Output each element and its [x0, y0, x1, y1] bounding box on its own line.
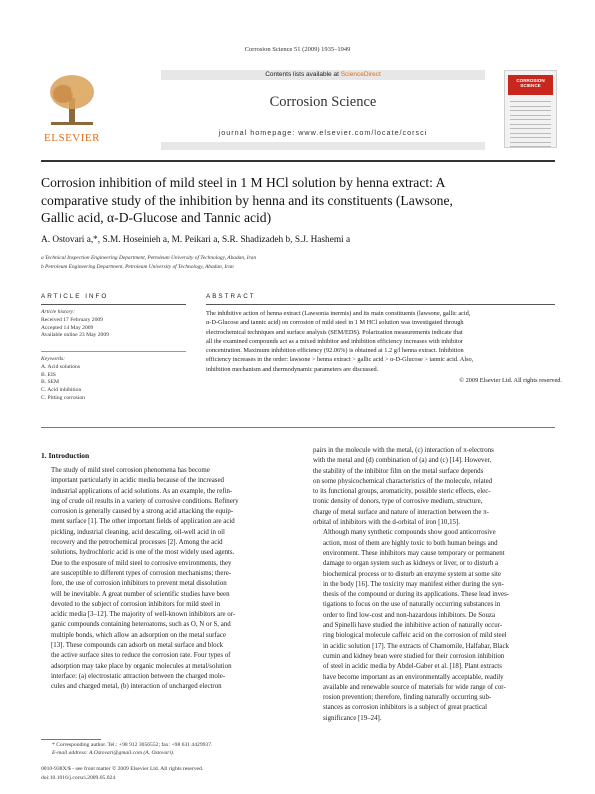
text-line: order to find low-cost and non-hazardous inhibitors. De Souza	[323, 611, 496, 619]
text-line: interface: (a) electrostatic attraction between the charged mole-	[51, 672, 226, 680]
text-line: have become important as an environmentally acceptable, readily	[323, 673, 504, 681]
text-line: Although many synthetic compounds show good anticorrosive	[323, 529, 496, 537]
front-matter-rule	[41, 427, 555, 428]
text-line: industrial applications of acid solutions. As an example, the refin-	[51, 487, 233, 495]
article-history: Article history: Received 17 February 2009 Accepted 14 May 2009 Available online 23 May 2009	[41, 309, 109, 339]
keyword-item: C. Acid inhibition	[41, 387, 82, 394]
abstract-heading: ABSTRACT	[206, 293, 256, 300]
elsevier-wordmark: ELSEVIER	[44, 132, 100, 144]
text-line: multiple bonds, which allow an adsorption on the metal surface	[51, 631, 226, 639]
text-line: will be inevitable. A great number of scientific studies have been	[51, 590, 230, 598]
author-list: A. Ostovari a,*, S.M. Hoseinieh a, M. Peikari a, S.R. Shadizadeh b, S.J. Hashemi a	[41, 235, 351, 245]
text-line: damage to organ system such as kidneys or liver, or to disturb a	[323, 560, 499, 568]
text-line: Due to the exposure of mild steel to corrosive environments, they	[51, 559, 232, 567]
text-line: the stability of the inhibitor film on the metal surface depends	[313, 467, 484, 475]
text-line: on some physicochemical characteristics of the molecule, related	[313, 477, 493, 485]
issn-line: 0010-938X/$ - see front matter © 2009 Elsevier Ltd. All rights reserved.	[41, 766, 204, 772]
journal-masthead	[41, 70, 555, 154]
abstract-body: The inhibitive action of henna extract (Lawsonia inermis) and its main constituents (lawsone, gallic acid, α-D-Glucose and tannic acid) on corrosion of mild steel in 1 M HCl solution was investigated through electrochemical techniques and surface analysis (SEM/EDS). Polarization measurements indicate that all the examined compounds act as a mixed inhibitor and inhibition efficiency increases with inhibitor concentration. Maximum inhibition efficiency (92.06%) is obtained at 1.2 g/l henna extract. Inhibition efficiency increases in the order: lawsone > henna extract > gallic acid > α-D-Glucose > tannic acid. Also, inhibition mechanism and thermodynamic parameters are discussed.	[206, 310, 474, 373]
text-line: the active surface sites to reduce the corrosion rate. Four types of	[51, 652, 231, 660]
article-title: Corrosion inhibition of mild steel in 1 M HCl solution by henna extract: A comparative study of the inhibition by henna and its constituents (Lawsone, Gallic acid, α-D-Glucose and Tannic acid)	[41, 175, 453, 226]
text-line: solutions, hydrochloric acid is one of the most widely used agents.	[51, 549, 235, 557]
abstract-copyright: © 2009 Elsevier Ltd. All rights reserved.	[459, 377, 562, 384]
text-line: biochemical process or to disturb an enzyme system at some site	[323, 570, 501, 578]
masthead-rule	[41, 160, 555, 162]
keyword-item: A. Acid solutions	[41, 363, 81, 370]
text-line: and Spinelli have studied the inhibitive action of naturally occur-	[323, 622, 503, 630]
corresponding-author-note: * Corresponding author. Tel.: +98 912 3056552; fax: +98 631 4429937.	[52, 742, 213, 748]
elsevier-logo	[41, 70, 103, 154]
affiliation-b: b Petroleum Engineering Department, Petroleum University of Technology, Abadan, Iran	[41, 264, 234, 270]
text-line: thesis of the compound or during its applications. These lead inves-	[323, 591, 510, 599]
text-line: fore, the use of corrosion inhibitors to prevent metal dissolution	[51, 580, 227, 588]
text-line: devoted to the subject of corrosion inhibitors for mild steel in	[51, 600, 221, 608]
text-line: significance [19–24].	[323, 714, 382, 722]
contents-line: Contents lists available at ScienceDirect	[265, 71, 381, 78]
intro-column-left	[41, 466, 293, 693]
intro-column-right	[313, 446, 555, 724]
text-line: adsorption may take place by organic molecules at metal/solution	[51, 662, 232, 670]
text-line: in the body [16]. The toxicity may manifest either during the syn-	[323, 580, 504, 588]
doi-line[interactable]: doi:10.1016/j.corsci.2009.05.024	[41, 775, 116, 781]
abstract-rule	[206, 304, 555, 305]
email-note: E-mail address: A.Ostovari@gmail.com (A. Ostovari).	[52, 750, 175, 756]
text-line: [13]. These compounds can adsorb on metal surface and block	[51, 642, 224, 650]
text-line: corrosion is generally caused by a strong acid attacking the equip-	[51, 508, 234, 516]
text-line: ring biological molecule caffeic acid on the corrosion of mild steel	[323, 632, 507, 640]
text-line: ment surface [1]. The other important fields of application are acid	[51, 518, 235, 526]
text-line: to its functional groups, aromaticity, possible steric effects, elec-	[313, 488, 491, 496]
journal-title: Corrosion Science	[269, 94, 377, 110]
masthead-center	[161, 70, 485, 152]
elsevier-tree-icon	[47, 72, 97, 128]
text-line: orbital of inhibitors with the d-orbital of iron [10,15].	[313, 519, 460, 527]
text-line: recovery and the petrochemical processes [2]. Among the acid	[51, 539, 223, 547]
text-line: important particularly in acidic media because of the increased	[51, 477, 224, 485]
introduction-heading: 1. Introduction	[41, 451, 90, 460]
text-line: environment. These inhibitors may cause temporary or permanent	[323, 549, 505, 557]
text-line: in acidic solution [17]. The extracts of Chamomile, Halfabar, Black	[323, 642, 509, 650]
text-line: The study of mild steel corrosion phenomena has become	[51, 467, 210, 474]
sciencedirect-link[interactable]: ScienceDirect	[340, 71, 381, 78]
article-info-rule	[41, 304, 186, 305]
text-line: are susceptible to different types of corrosion mechanisms; there-	[51, 569, 232, 577]
keyword-item: B. EIS	[41, 371, 56, 378]
text-line: of steel in acidic media by Abdel-Gaber et al. [18]. Plant extracts	[323, 663, 502, 671]
text-line: acidic media [3–12]. The majority of well-known inhibitors are or-	[51, 611, 236, 619]
text-line: charge of metal surface and nature of interaction between the π-	[313, 508, 489, 516]
running-header: Corrosion Science 51 (2009) 1935–1949	[244, 46, 351, 53]
text-line: action, most of them are highly toxic to both human beings and	[323, 539, 498, 547]
text-line: with the metal and (d) combination of (a) and (c) [14]. However,	[313, 457, 492, 465]
text-line: tigations to focus on the use of naturally occurring substances in	[323, 601, 501, 609]
text-line: stances as corrosion inhibitors is a subject of great practical	[323, 704, 487, 712]
keywords-list: Keywords: A. Acid solutions B. EIS B. SEM C. Acid inhibition C. Pitting corrosion	[41, 356, 181, 403]
journal-homepage-link[interactable]: journal homepage: www.elsevier.com/locate/corsci	[218, 128, 428, 137]
text-line: cumin and kidney bean were studied for their corrosion inhibition	[323, 652, 505, 660]
text-line: tronic density of donors, type of corrosive medium, structure,	[313, 498, 483, 506]
footnote-rule	[41, 739, 101, 740]
text-line: ing of crude oil results in a variety of corrosive conditions. Refinery	[51, 497, 239, 505]
keyword-item: C. Pitting corrosion	[41, 394, 85, 401]
affiliation-a: a Technical Inspection Engineering Department, Petroleum University of Technology, Abadan, Iran	[41, 255, 257, 261]
text-line: pairs in the molecule with the metal, (c) interaction of π-electrons	[313, 447, 494, 454]
text-line: ganic compounds containing heteroatoms, such as O, N or S, and	[51, 621, 231, 629]
journal-cover-thumbnail: CORROSION SCIENCE	[504, 70, 557, 148]
text-line: cules and charged metal, (b) interaction of uncharged electron	[51, 683, 222, 691]
text-line: available and renewable source of materials for wide range of cor-	[323, 683, 506, 691]
text-line: pickling, industrial cleaning, acid descaling, oil-well acid in oil	[51, 528, 225, 536]
article-info-heading: ARTICLE INFO	[41, 293, 109, 300]
text-line: rosion prevention; therefore, finding naturally occurring sub-	[323, 694, 492, 702]
keyword-item: B. SEM	[41, 379, 60, 386]
